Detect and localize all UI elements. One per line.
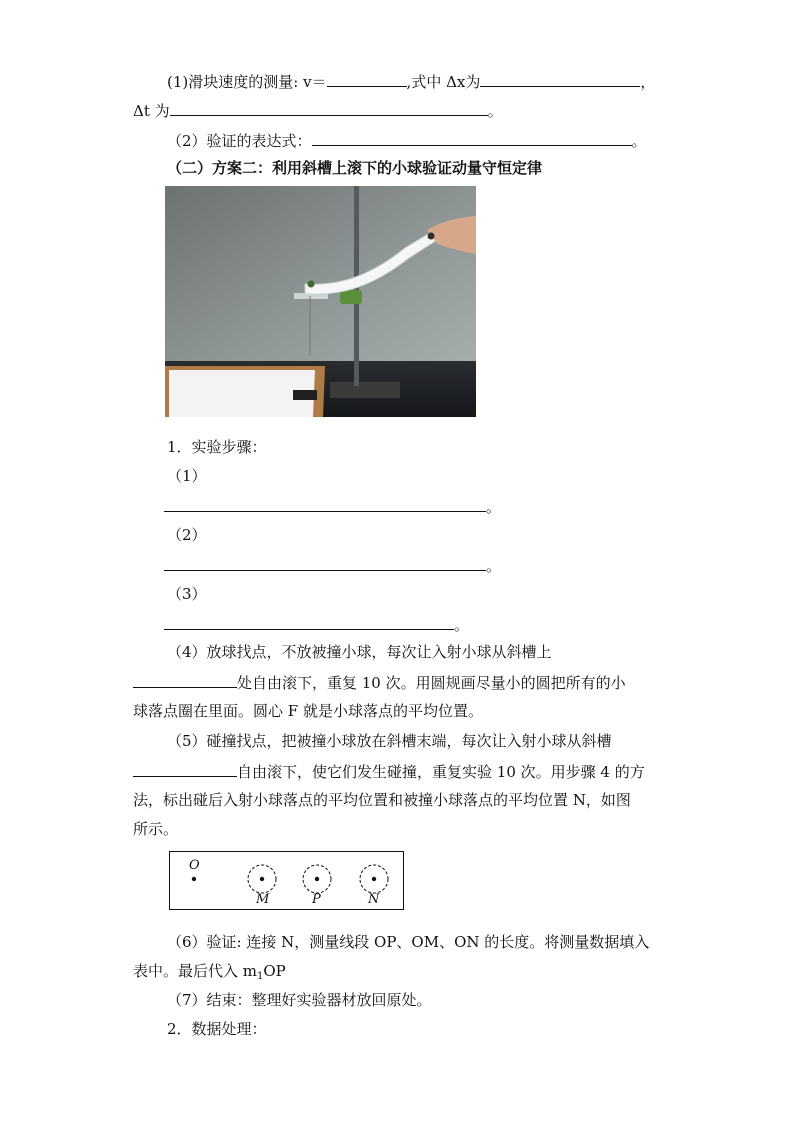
expression-blank[interactable]: [312, 130, 632, 146]
landing-points-diagram: [169, 851, 404, 910]
step-1-blank[interactable]: [164, 496, 486, 512]
point-p: [315, 877, 319, 881]
velocity-blank[interactable]: [327, 71, 407, 87]
steps-heading: 1．实验步骤：: [167, 438, 267, 456]
step-5-blank[interactable]: [133, 761, 237, 777]
dt-label: Δt 为: [133, 102, 170, 120]
data-processing-heading: 2．数据处理：: [167, 1020, 267, 1038]
label-p: P: [312, 892, 321, 907]
step-3-line: 。: [164, 614, 469, 635]
dx-label: ,式中 Δx为: [406, 73, 481, 91]
velocity-measure-line: (1)滑块速度的测量: v＝ ,式中 Δx为 ，: [167, 73, 656, 91]
expression-label: （2）验证的表达式：: [167, 132, 312, 150]
step-2-line: 。: [164, 555, 501, 576]
step-5-line-d: 所示。: [133, 820, 179, 838]
step-6-line-b: 表中。最后代入 $m_1OP$: [133, 962, 286, 982]
point-n: [372, 877, 376, 881]
step-2-label: （2）: [167, 526, 207, 544]
step-3-label: （3）: [167, 585, 207, 603]
step-5-line-b: 自由滚下，使它们发生碰撞，重复实验 10 次。用步骤 4 的方: [133, 761, 645, 782]
step-2-blank[interactable]: [164, 555, 486, 571]
step-3-blank[interactable]: [164, 614, 454, 630]
step-4-line-a: （4）放球找点，不放被撞小球，每次让入射小球从斜槽上: [167, 643, 552, 661]
label-m: M: [256, 892, 270, 907]
velocity-label: (1)滑块速度的测量: v＝: [167, 73, 327, 91]
point-m: [260, 877, 264, 881]
apparatus-illustration: [165, 186, 476, 417]
step-4-line-b: 处自由滚下，重复 10 次。用圆规画尽量小的圆把所有的小: [133, 672, 626, 693]
dx-blank[interactable]: [480, 71, 640, 87]
expression-line: （2）验证的表达式： 。: [167, 132, 647, 150]
section-title: （二）方案二：利用斜槽上滚下的小球验证动量守恒定律: [167, 159, 543, 177]
step-7-line: （7）结束：整理好实验器材放回原处。: [167, 991, 432, 1009]
dt-line: Δt 为 。: [133, 102, 503, 120]
step-1-label: （1）: [167, 467, 207, 485]
step-6-line-a: （6）验证: 连接 N，测量线段 OP、OM、ON 的长度。将测量数据填入: [167, 933, 650, 951]
point-o: [192, 877, 196, 881]
apparatus-photo: [165, 186, 476, 417]
step-4-line-c: 球落点圈在里面。圆心 F 就是小球落点的平均位置。: [133, 702, 483, 720]
label-n: N: [368, 892, 380, 907]
step-1-line: 。: [164, 496, 501, 517]
step-4-blank[interactable]: [133, 672, 237, 688]
label-o: O: [189, 858, 200, 873]
step-5-line-c: 法，标出碰后入射小球落点的平均位置和被撞小球落点的平均位置 N，如图: [133, 791, 631, 809]
step-5-line-a: （5）碰撞找点，把被撞小球放在斜槽末端，每次让入射小球从斜槽: [167, 732, 612, 750]
dt-blank[interactable]: [170, 100, 488, 116]
